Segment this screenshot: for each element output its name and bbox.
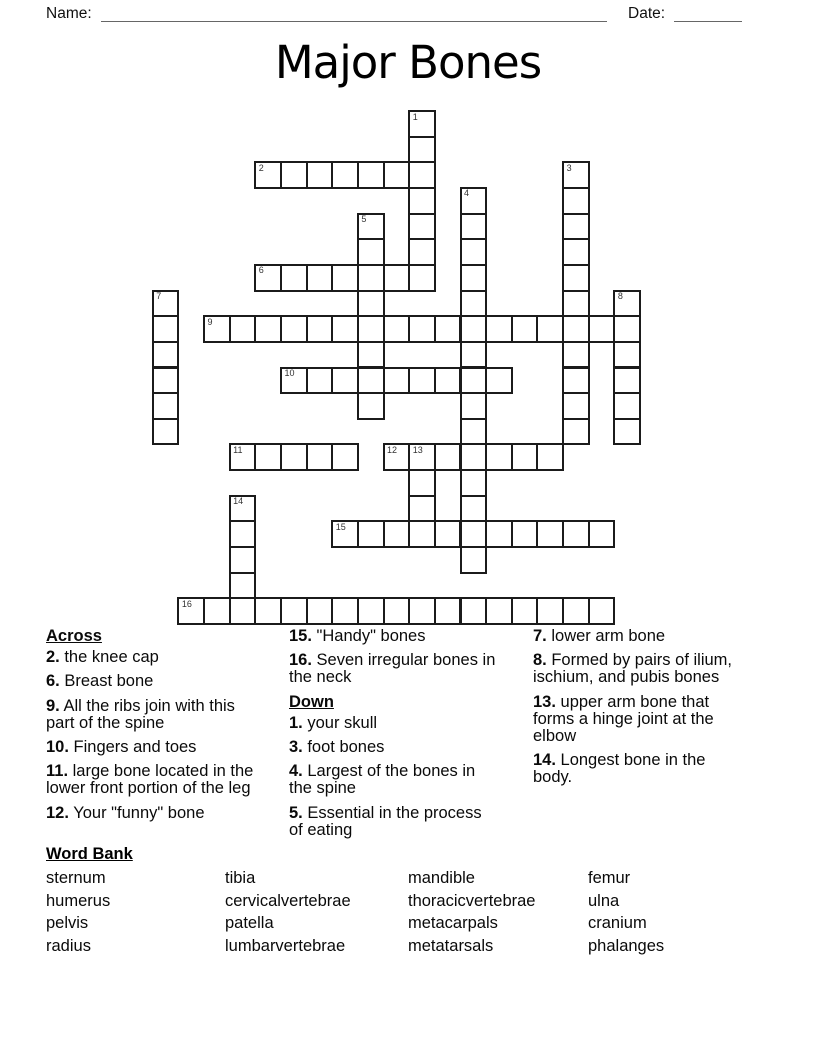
cell-number: 3 [566,162,572,173]
crossword-cell[interactable] [562,315,590,343]
word-bank-word: cervicalvertebrae [225,891,351,910]
clue-number: 9. [46,696,60,715]
crossword-cell[interactable] [588,315,616,343]
crossword-cell[interactable] [357,290,385,318]
crossword-cell[interactable] [254,597,282,625]
clue-number: 12. [46,803,69,822]
crossword-cell[interactable] [331,520,359,548]
word-bank-word: metatarsals [408,937,494,956]
crossword-cell[interactable] [434,443,462,471]
crossword-cell[interactable] [460,495,488,523]
crossword-cell[interactable] [357,213,385,241]
word-bank-word: cranium [588,914,647,933]
crossword-cell[interactable] [331,161,359,189]
crossword-cell[interactable] [357,161,385,189]
crossword-cell[interactable] [511,520,539,548]
crossword-cell[interactable] [357,367,385,395]
crossword-cell[interactable] [408,315,436,343]
crossword-cell[interactable] [306,161,334,189]
crossword-cell[interactable] [229,315,257,343]
clue: 15. "Handy" bones [289,627,426,645]
crossword-cell[interactable] [152,341,180,369]
crossword-cell[interactable] [460,546,488,574]
crossword-cell[interactable] [254,264,282,292]
crossword-cell[interactable] [280,443,308,471]
crossword-cell[interactable] [357,264,385,292]
word-bank-word: mandible [408,869,475,887]
crossword-cell[interactable] [331,443,359,471]
crossword-cell[interactable] [229,546,257,574]
crossword-cell[interactable] [357,597,385,625]
clue: 2. the knee cap [46,648,159,667]
clue: 4. Largest of the bones in the spine [289,762,476,798]
crossword-cell[interactable] [511,597,539,625]
crossword-cell[interactable] [306,264,334,292]
crossword-cell[interactable] [536,443,564,471]
clue-number: 10. [46,738,69,757]
date-label: Date: [628,5,666,22]
crossword-cell[interactable] [280,367,308,395]
crossword-cell[interactable] [229,520,257,548]
word-bank-word: humerus [46,891,111,910]
name-blank-line[interactable] [101,0,607,22]
clue: 9. All the ribs join with this part of the spine [46,696,235,732]
clue-number: 2. [46,648,60,667]
crossword-cell[interactable] [408,367,436,395]
crossword-cell[interactable] [434,597,462,625]
cell-number: 15 [335,521,346,532]
crossword-cell[interactable] [280,264,308,292]
cell-number: 6 [258,265,264,276]
crossword-cell[interactable] [229,572,257,600]
word-bank-word: patella [225,914,274,933]
clue: 14. Longest bone in the body. [533,751,706,787]
crossword-cell[interactable] [460,443,488,471]
cell-number: 7 [156,291,162,302]
crossword-cell[interactable] [408,264,436,292]
crossword-cell[interactable] [562,213,590,241]
word-bank-column-4 [588,867,664,958]
crossword-cell[interactable] [408,495,436,523]
cell-number: 10 [284,368,295,378]
crossword-cell[interactable] [460,187,488,215]
crossword-cell[interactable] [460,213,488,241]
crossword-cell[interactable] [434,520,462,548]
clue-number: 11. [46,762,69,781]
crossword-cell[interactable] [460,367,488,395]
crossword-cell[interactable] [408,136,436,164]
crossword-cell[interactable] [306,367,334,395]
crossword-cell[interactable] [562,392,590,420]
crossword-cell[interactable] [588,520,616,548]
crossword-cell[interactable] [613,341,641,369]
crossword-cell[interactable] [562,161,590,189]
word-bank-word: lumbarvertebrae [225,937,346,956]
crossword-cell[interactable] [434,315,462,343]
clue-number: 5. [289,803,303,822]
crossword-cell[interactable] [536,597,564,625]
crossword-cell[interactable] [152,290,180,318]
clue-number: 13. [533,692,556,711]
crossword-cell[interactable] [357,392,385,420]
crossword-cell[interactable] [254,315,282,343]
crossword-cell[interactable] [613,315,641,343]
crossword-cell[interactable] [460,469,488,497]
word-bank-column-3 [408,867,535,958]
clue-column-2 [289,628,497,846]
crossword-cell[interactable] [562,264,590,292]
clue-number: 6. [46,672,60,691]
word-bank-word: pelvis [46,914,89,933]
clue: 6. Breast bone [46,672,154,691]
word-bank-word: radius [46,937,91,956]
crossword-cell[interactable] [357,238,385,266]
date-blank-line[interactable] [674,0,742,22]
crossword-cell[interactable] [460,264,488,292]
crossword-cell[interactable] [306,443,334,471]
cell-number: 16 [181,598,192,609]
clue: 3. foot bones [289,738,385,757]
clue: 1. your skull [289,713,378,732]
cell-number: 1 [412,111,418,122]
crossword-cell[interactable] [331,367,359,395]
cell-number: 4 [464,188,470,199]
crossword-cell[interactable] [460,315,488,343]
cell-number: 14 [233,496,244,507]
crossword-cell[interactable] [229,597,257,625]
crossword-cell[interactable] [254,443,282,471]
crossword-cell[interactable] [280,315,308,343]
word-bank-word: tibia [225,869,256,887]
crossword-cell[interactable] [460,341,488,369]
name-label: Name: [46,5,92,22]
crossword-cell[interactable] [460,290,488,318]
clue: 10. Fingers and toes [46,738,197,757]
crossword-cell[interactable] [383,520,411,548]
crossword-cell[interactable] [331,315,359,343]
word-bank-column-1 [46,867,110,958]
clue-section-heading: Across [46,627,102,645]
clue: 11. large bone located in the lower front portion of the leg [46,762,254,798]
cell-number: 11 [233,444,243,455]
word-bank-heading: Word Bank [46,845,133,863]
crossword-cell[interactable] [562,238,590,266]
word-bank-word: femur [588,869,631,887]
crossword-cell[interactable] [408,161,436,189]
crossword-cell[interactable] [562,597,590,625]
crossword-cell[interactable] [613,290,641,318]
clue: 12. Your "funny" bone [46,803,205,822]
cell-number: 8 [617,291,623,302]
clue-number: 3. [289,738,303,757]
crossword-cell[interactable] [485,367,513,395]
crossword-cell[interactable] [383,443,411,471]
clue: 8. Formed by pairs of ilium, ischium, and pubis bones [533,651,732,687]
crossword-cell[interactable] [485,520,513,548]
crossword-cell[interactable] [357,315,385,343]
clue-number: 14. [533,751,556,770]
crossword-cell[interactable] [536,520,564,548]
cell-number: 5 [361,214,367,225]
crossword-cell[interactable] [536,315,564,343]
crossword-cell[interactable] [331,597,359,625]
crossword-cell[interactable] [152,392,180,420]
crossword-cell[interactable] [408,187,436,215]
clue-number: 7. [533,627,547,645]
crossword-cell[interactable] [280,161,308,189]
clue-number: 1. [289,713,303,732]
clue-section-heading: Down [289,692,334,711]
crossword-cell[interactable] [306,315,334,343]
clue-number: 8. [533,651,547,670]
crossword-cell[interactable] [229,443,257,471]
clue: 13. upper arm bone that forms a hinge joint at the elbow [533,692,714,746]
cell-number: 12 [387,444,398,455]
crossword-cell[interactable] [485,315,513,343]
crossword-cell[interactable] [562,520,590,548]
crossword-cell[interactable] [562,290,590,318]
crossword-cell[interactable] [562,341,590,369]
crossword-cell[interactable] [588,597,616,625]
crossword-cell[interactable] [408,110,436,138]
word-bank-word: thoracicvertebrae [408,891,536,910]
crossword-cell[interactable] [562,187,590,215]
crossword-cell[interactable] [331,264,359,292]
crossword-cell[interactable] [434,367,462,395]
crossword-cell[interactable] [254,161,282,189]
crossword-cell[interactable] [613,418,641,446]
crossword-cell[interactable] [485,597,513,625]
crossword-cell[interactable] [485,443,513,471]
cell-number: 9 [207,316,213,327]
crossword-cell[interactable] [383,264,411,292]
crossword-cell[interactable] [357,520,385,548]
crossword-cell[interactable] [613,367,641,395]
crossword-cell[interactable] [562,418,590,446]
crossword-cell[interactable] [511,443,539,471]
crossword-cell[interactable] [203,597,231,625]
word-bank-word: ulna [588,891,620,910]
crossword-cell[interactable] [229,495,257,523]
clue-number: 16. [289,651,312,670]
clue: 16. Seven irregular bones in the neck [289,651,496,687]
crossword-cell[interactable] [306,597,334,625]
cell-number: 2 [258,162,264,173]
crossword-cell[interactable] [383,161,411,189]
clue: 7. lower arm bone [533,627,666,645]
crossword-cell[interactable] [460,520,488,548]
crossword-cell[interactable] [408,597,436,625]
crossword-cell[interactable] [460,418,488,446]
crossword-cell[interactable] [357,341,385,369]
crossword-cell[interactable] [408,443,436,471]
clue-number: 15. [289,627,312,645]
crossword-cell[interactable] [383,315,411,343]
crossword-cell[interactable] [511,315,539,343]
crossword-cell[interactable] [562,367,590,395]
crossword-cell[interactable] [408,213,436,241]
clue-number: 4. [289,762,303,781]
crossword-cell[interactable] [280,597,308,625]
clue: 5. Essential in the process of eating [289,803,482,839]
word-bank-word: sternum [46,869,106,887]
crossword-cell[interactable] [152,367,180,395]
crossword-cell[interactable] [203,315,231,343]
crossword-cell[interactable] [408,520,436,548]
crossword-cell[interactable] [152,418,180,446]
clue-column-3 [533,628,743,794]
clue-column-1 [46,628,262,829]
word-bank-word: metacarpals [408,914,498,933]
crossword-cell[interactable] [408,469,436,497]
crossword-cell[interactable] [613,392,641,420]
word-bank-column-2 [225,867,351,958]
page-title: Major Bones [274,36,542,89]
cell-number: 13 [412,444,423,455]
crossword-cell[interactable] [460,238,488,266]
crossword-cell[interactable] [408,238,436,266]
crossword-cell[interactable] [152,315,180,343]
crossword-cell[interactable] [383,597,411,625]
crossword-cell[interactable] [460,597,488,625]
crossword-cell[interactable] [177,597,205,625]
crossword-cell[interactable] [460,392,488,420]
word-bank-word: phalanges [588,937,665,956]
crossword-cell[interactable] [383,367,411,395]
